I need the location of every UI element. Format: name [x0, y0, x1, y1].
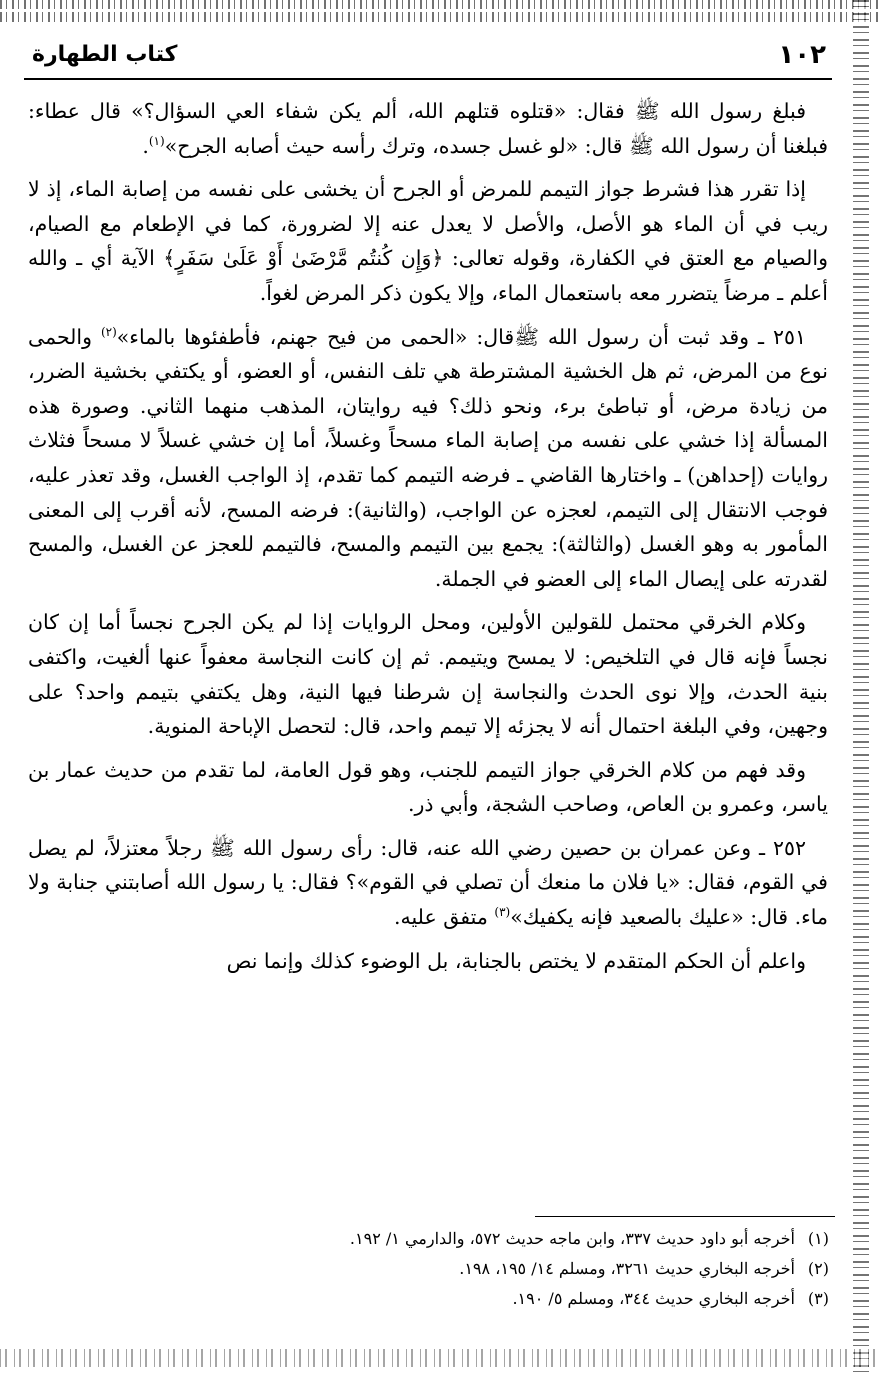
footnote-marker-1: (١) — [148, 133, 165, 148]
paragraph-5: وقد فهم من كلام الخرقي جواز التيمم للجنب، وهو قول العامة، لما تقدم من حديث عمار بن ياسر، وعمرو بن العاص، وصاحب الشجة، وأبي ذر. — [28, 757, 828, 817]
paragraph-1: فبلغ رسول الله ﷺ فقال: «قتلوه قتلهم الله، ألم يكن شفاء العي السؤال؟» قال عطاء: فبلغنا أن رسول الله ﷺ قال: «لو غسل جسده، وترك رأسه حيث أصابه الجرح»$^{(١)}$. — [28, 99, 828, 158]
footnote-3 — [40, 1284, 829, 1314]
page-header — [24, 38, 832, 80]
hadith-252-text: ٢٥٢ ـ وعن عمران بن حصين رضي الله عنه، قال: رأى رسول الله ﷺ رجلاً معتزلاً، لم يصل في القوم، فقال: «يا فلان ما منعك أن تصلي في القوم»؟ فقال: يا رسول الله أصابتني جنابة ولا ماء. قال: «عليك بالصعيد فإنه يكفيك» — [28, 835, 828, 930]
paragraph-7: واعلم أن الحكم المتقدم لا يختص بالجنابة، بل الوضوء كذلك وإنما نص — [226, 948, 806, 973]
footnote-separator — [535, 1216, 835, 1217]
paragraph-4: وكلام الخرقي محتمل للقولين الأولين، ومحل الروايات إذا لم يكن الجرح نجساً أما إن كان نجساً فإنه قال في التلخيص: لا يمسح ويتيمم. ثم إن كانت النجاسة معفواً عنها ألغيت، واكتفى بنية الحدث، وإلا نوى الحدث والنجاسة إن شرطنا فيها النية، وهل يكتفي بتيمم واحد؟ على وجهين، وفي البلغة احتمال أنه لا يجزئه إلا تيمم واحد، قال: لتحصل الإباحة المنوية. — [28, 610, 828, 739]
footnote-number: (٢) — [807, 1259, 829, 1278]
hadith-251-text: ٢٥١ ـ وقد ثبت أن رسول الله ﷺقال: «الحمى من فيح جهنم، فأطفئوها بالماء» — [116, 324, 806, 349]
footnote-text: أخرجه أبو داود حديث ٣٣٧، وابن ماجه حديث ٥٧٢، والدارمي ١/ ١٩٢. — [349, 1229, 795, 1248]
decorative-bottom-border — [0, 1349, 879, 1367]
paragraph-2: إذا تقرر هذا فشرط جواز التيمم للمرض أو الجرح أن يخشى على نفسه من إصابة الماء، إذ لا ريب في أن الماء هو الأصل، والأصل لا يعدل عنه إلا لضرورة، كما في الإطعام مع الصيام، والصيام مع العتق في الكفارة، وقوله تعالى: ﴿وَإِن كُنتُم مَّرْضَىٰ أَوْ عَلَىٰ سَفَرٍ﴾ الآية أي ـ والله أعلم ـ مرضاً يتضرر معه باستعمال الماء، وإلا يكون ذكر المرض لغواً. — [28, 177, 828, 305]
paragraph-6 — [28, 831, 828, 935]
footnote-number: (١) — [807, 1229, 829, 1248]
running-title: كتاب الطهارة — [32, 42, 178, 67]
main-text — [28, 94, 828, 987]
footnote-text: أخرجه البخاري حديث ٣٤٤، ومسلم ٥/ ١٩٠. — [512, 1289, 795, 1308]
footnotes — [40, 1224, 829, 1314]
page-number: ١٠٢ — [778, 40, 826, 70]
footnote-number: (٣) — [807, 1289, 829, 1308]
footnote-marker-3: (٣) — [494, 905, 511, 920]
decorative-right-border — [853, 0, 869, 1375]
paragraph-3-continuation: والحمى نوع من المرض، ثم هل الخشية المشترطة هي تلف النفس، أو العضو، أو يكتفي بخشية الضرر، من زيادة مرض، أو تباطئ برء، ونحو ذلك؟ فيه روايتان، المذهب منهما الثاني. وصورة هذه المسألة إذا خشي على نفسه من إصابة الماء مسحاً وغسلاً، أما إن خشي غسلاً لا مسحاً فثلاث روايات (إحداهن) ـ واختارها القاضي ـ فرضه التيمم كما تقدم، إذ الواجب الغسل، وقد تعذر عليه، فوجب الانتقال إلى التيمم، لعجزه عن الواجب، (والثانية): فرضه المسح، لأنه أقرب إلى المعنى المأمور به وهو الغسل (والثالثة): يجمع بين التيمم والمسح، فالتيمم للعجز عن الغسل، والمسح لقدرته على إيصال الماء إلى العضو في الجملة. — [28, 324, 828, 591]
footnote-marker-2: (٢) — [100, 324, 117, 339]
footnote-2 — [40, 1254, 829, 1284]
decorative-top-border — [0, 0, 879, 22]
paragraph-3 — [28, 320, 828, 597]
footnote-1 — [40, 1224, 829, 1254]
paragraph-6-tail: متفق عليه. — [393, 905, 488, 930]
paragraph-1-text: فبلغ رسول الله ﷺ فقال: «قتلوه قتلهم الله، ألم يكن شفاء العي السؤال؟» قال عطاء: فبلغنا أن رسول الله ﷺ قال: «لو غسل جسده، وترك رأسه حيث أصابه الجرح» — [28, 99, 828, 158]
footnote-text: أخرجه البخاري حديث ٣٢٦١، ومسلم ١٤/ ١٩٥، ١٩٨. — [459, 1259, 795, 1278]
